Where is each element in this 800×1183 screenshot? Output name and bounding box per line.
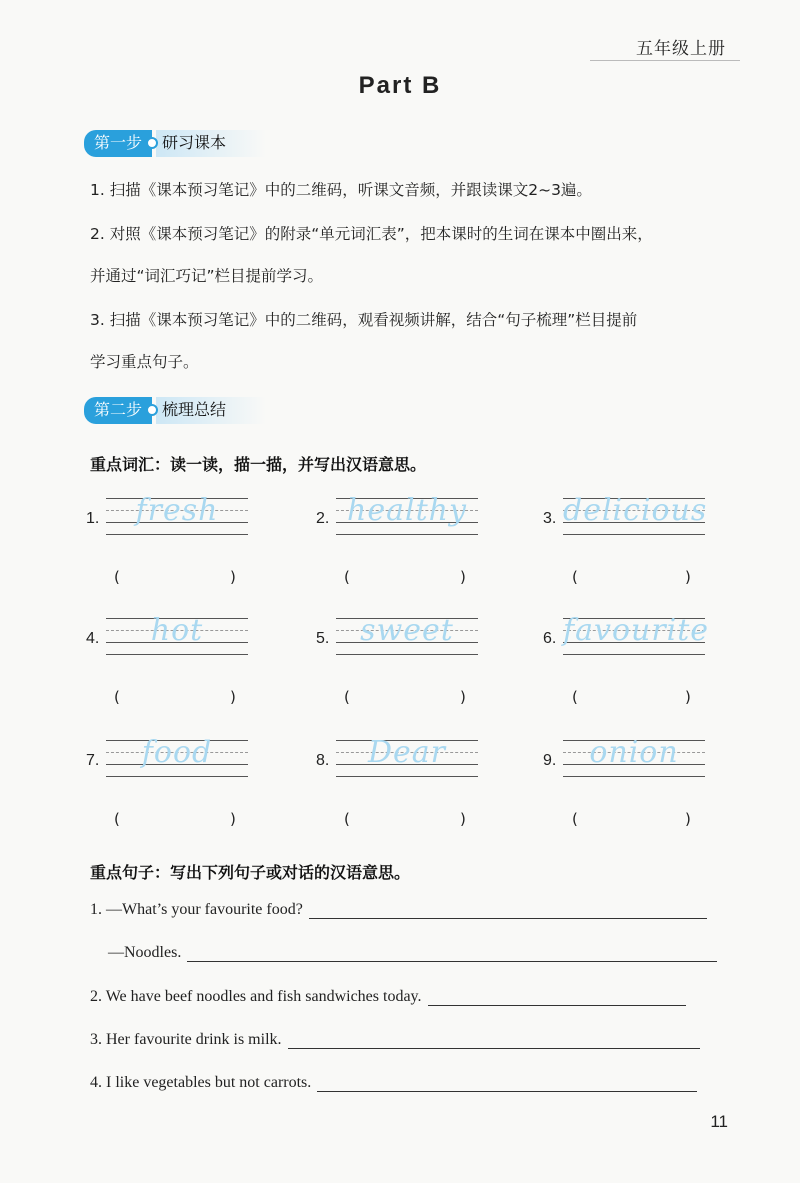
trace-word: onion: [589, 735, 679, 770]
sentences-heading: 重点句子：写出下列句子或对话的汉语意思。: [90, 863, 411, 882]
sentence-text: 2. We have beef noodles and fish sandwiches today.: [90, 988, 422, 1005]
word-number: 2.: [316, 510, 330, 527]
paren-close: ): [460, 810, 466, 828]
trace-word: food: [141, 735, 213, 770]
step1-item: 并通过“词汇巧记”栏目提前学习。: [90, 267, 324, 285]
paren-open: (: [344, 688, 350, 706]
vocab-heading: 重点词汇：读一读，描一描，并写出汉语意思。: [90, 455, 427, 474]
sentence-row: [90, 987, 686, 1006]
step2-badge: [84, 395, 266, 425]
sentence-text: —Noodles.: [108, 944, 182, 961]
answer-line[interactable]: [309, 900, 707, 919]
trace-lines[interactable]: [336, 492, 478, 544]
answer-line[interactable]: [288, 1030, 700, 1049]
paren-open: (: [572, 688, 578, 706]
word-number: 1.: [86, 510, 100, 527]
trace-lines[interactable]: [336, 612, 478, 664]
paren-open: (: [572, 568, 578, 586]
paren-close: ): [230, 810, 236, 828]
trace-word: healthy: [347, 493, 467, 528]
sentence-row: [90, 900, 707, 919]
step-dot-icon: [146, 404, 158, 416]
answer-line[interactable]: [317, 1073, 697, 1092]
trace-lines[interactable]: [563, 612, 710, 664]
step1-item: 2. 对照《课本预习笔记》的附录“单元词汇表”，把本课时的生词在课本中圈出来，: [90, 225, 653, 243]
step2-label: 第二步: [84, 397, 152, 424]
step1-item: 1. 扫描《课本预习笔记》中的二维码，听课文音频，并跟读课文2~3遍。: [90, 181, 592, 199]
paren-open: (: [572, 810, 578, 828]
trace-lines[interactable]: [106, 492, 248, 544]
answer-line[interactable]: [187, 943, 717, 962]
step1-item: 3. 扫描《课本预习笔记》中的二维码，观看视频讲解，结合“句子梳理”栏目提前: [90, 311, 638, 329]
trace-lines[interactable]: [106, 612, 248, 664]
word-number: 3.: [543, 510, 557, 527]
paren-close: ): [460, 688, 466, 706]
word-number: 7.: [86, 752, 100, 769]
paren-close: ): [685, 568, 691, 586]
sentence-row: [108, 943, 717, 962]
paren-close: ): [685, 810, 691, 828]
word-number: 9.: [543, 752, 557, 769]
trace-lines[interactable]: [563, 734, 705, 786]
answer-line[interactable]: [428, 987, 686, 1006]
word-number: 6.: [543, 630, 557, 647]
page-title: Part B: [358, 72, 442, 99]
step-dot-icon: [146, 137, 158, 149]
trace-word: delicious: [563, 493, 708, 528]
header-rule: [590, 60, 740, 61]
trace-word: favourite: [563, 613, 710, 648]
word-number: 5.: [316, 630, 330, 647]
sentence-row: [90, 1030, 700, 1049]
step1-badge: [84, 128, 266, 158]
sentence-row: [90, 1073, 697, 1092]
step1-name: 研习课本: [156, 130, 266, 157]
trace-lines[interactable]: [336, 734, 478, 786]
step1-label: 第一步: [84, 130, 152, 157]
paren-open: (: [114, 688, 120, 706]
trace-word: hot: [150, 613, 204, 648]
paren-open: (: [114, 810, 120, 828]
trace-word: sweet: [360, 613, 454, 648]
trace-word: Dear: [367, 735, 447, 770]
paren-close: ): [685, 688, 691, 706]
page-number: 11: [710, 1112, 728, 1131]
paren-close: ): [230, 688, 236, 706]
word-number: 4.: [86, 630, 100, 647]
step1-item: 学习重点句子。: [90, 353, 199, 371]
sentence-text: 3. Her favourite drink is milk.: [90, 1031, 282, 1048]
trace-word: fresh: [135, 493, 219, 528]
paren-open: (: [114, 568, 120, 586]
sentence-text: 1. —What’s your favourite food?: [90, 901, 303, 918]
paren-open: (: [344, 568, 350, 586]
sentence-text: 4. I like vegetables but not carrots.: [90, 1074, 312, 1091]
paren-close: ): [460, 568, 466, 586]
grade-label: 五年级上册: [636, 39, 726, 59]
paren-open: (: [344, 810, 350, 828]
word-number: 8.: [316, 752, 330, 769]
trace-lines[interactable]: [106, 734, 248, 786]
trace-lines[interactable]: [563, 492, 708, 544]
paren-close: ): [230, 568, 236, 586]
step2-name: 梳理总结: [156, 397, 266, 424]
